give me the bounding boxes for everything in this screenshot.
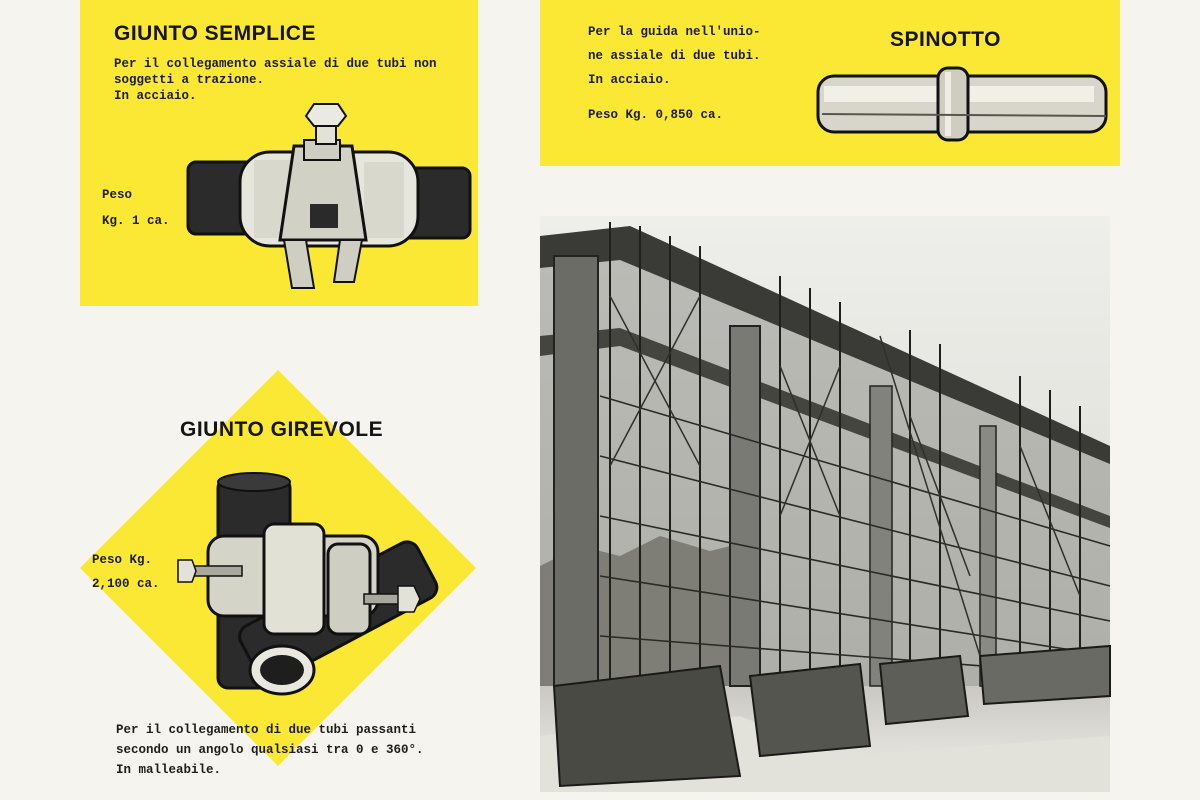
- scaffolding-construction-photo: [540, 216, 1110, 792]
- spinotto-description: Per la guida nell'unio- ne assiale di due tubi. In acciaio.: [588, 25, 761, 87]
- giunto-semplice-weight: Peso Kg. 1 ca.: [102, 188, 170, 228]
- giunto-girevole-weight: Peso Kg. 2,100 ca.: [92, 553, 160, 591]
- spinotto-pin-illustration: [814, 66, 1110, 142]
- giunto-semplice-description: Per il collegamento assiale di due tubi non soggetti a trazione. In acciaio.: [114, 57, 437, 103]
- spinotto-title: SPINOTTO: [890, 28, 1001, 51]
- spinotto-weight: Peso Kg. 0,850 ca.: [588, 108, 724, 122]
- giunto-semplice-coupler-illustration: [184, 100, 474, 295]
- giunto-girevole-swivel-coupler-illustration: [178, 474, 428, 704]
- giunto-girevole-title: GIUNTO GIREVOLE: [180, 418, 384, 441]
- giunto-semplice-title: GIUNTO SEMPLICE: [114, 22, 316, 45]
- giunto-girevole-description: Per il collegamento di due tubi passanti secondo un angolo qualsiasi tra 0 e 360°. In malleabile.: [116, 723, 424, 777]
